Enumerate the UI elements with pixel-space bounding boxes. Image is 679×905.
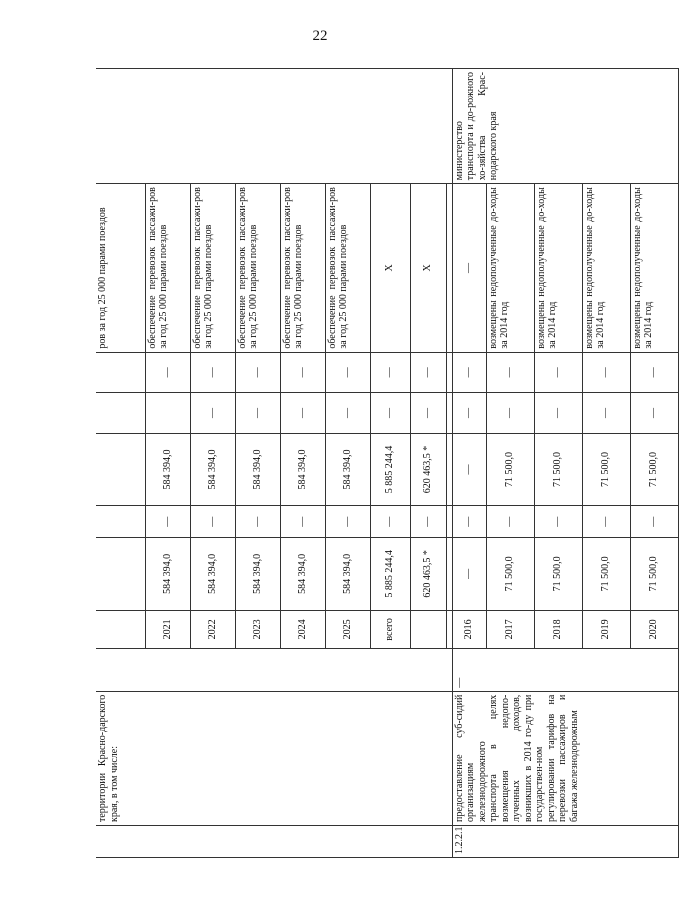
table-row (96, 69, 145, 858)
total-cell: 71 500,0 (582, 538, 630, 611)
value-cell: — (630, 352, 678, 393)
value-cell: — (452, 433, 486, 506)
executor-cell (96, 69, 452, 184)
value-cell: — (410, 393, 446, 434)
result-cell: ров за год 25 000 парами поездов (96, 184, 145, 352)
value-cell: — (190, 506, 235, 538)
total-cell: 584 394,0 (145, 538, 190, 611)
year-cell: 2019 (582, 610, 630, 648)
value-cell: — (630, 393, 678, 434)
result-cell: обеспечение перевозок пассажи-ров за год 25 000 парами поездов (145, 184, 190, 352)
item-number: 1.2.2.1 (452, 826, 678, 858)
year-cell: 2023 (235, 610, 280, 648)
value-cell: — (486, 352, 534, 393)
year-cell: 2022 (190, 610, 235, 648)
result-cell: обеспечение перевозок пассажи-ров за год 25 000 парами поездов (190, 184, 235, 352)
page-number: 22 (312, 28, 328, 44)
value-cell: — (235, 506, 280, 538)
value-cell: — (325, 506, 370, 538)
total-cell: — (452, 538, 486, 611)
value-cell: — (370, 352, 410, 393)
value-cell: — (325, 393, 370, 434)
value-cell: 620 463,5 * (410, 433, 446, 506)
total-cell: 5 885 244,4 (370, 538, 410, 611)
year-cell (410, 610, 446, 648)
year-cell: 2021 (145, 610, 190, 648)
value-cell: 584 394,0 (280, 433, 325, 506)
value-cell: — (145, 506, 190, 538)
value-cell: 584 394,0 (325, 433, 370, 506)
table-row (452, 69, 486, 858)
value-cell: 71 500,0 (534, 433, 582, 506)
result-cell: возмещены недополученные до-ходы за 2014 год (486, 184, 534, 352)
value-cell: — (534, 352, 582, 393)
value-cell: — (452, 393, 486, 434)
value-cell: — (145, 352, 190, 393)
value-cell: — (280, 352, 325, 393)
measure-label: территории Красно-дарского края, в том числе: (96, 691, 452, 825)
rotated-table-wrapper (96, 68, 660, 858)
total-cell: 71 500,0 (534, 538, 582, 611)
value-cell: — (370, 506, 410, 538)
total-cell: 584 394,0 (325, 538, 370, 611)
value-cell (145, 393, 190, 434)
value-cell: — (280, 393, 325, 434)
year-cell: 2018 (534, 610, 582, 648)
total-cell: 584 394,0 (235, 538, 280, 611)
value-cell: — (190, 352, 235, 393)
year-cell: 2020 (630, 610, 678, 648)
value-cell: 71 500,0 (630, 433, 678, 506)
result-cell: обеспечение перевозок пассажи-ров за год 25 000 парами поездов (235, 184, 280, 352)
result-cell: возмещены недополученные до-ходы за 2014 год (534, 184, 582, 352)
measure-label: предоставление суб-сидий организациям железнодорожного транспорта в целях возмещения недопо-лученных доходов, возникших в 2014 го-ду при государствен-ном регулировании тарифов на перевозки пассажиров и багажа железнодорожным (452, 691, 678, 825)
value-cell: — (235, 393, 280, 434)
program-table (96, 68, 679, 858)
value-cell: — (582, 393, 630, 434)
executor-cell: министерство транспорта и до-рожного хо-зяйства Крас-нодарского края (452, 69, 678, 184)
value-cell: — (534, 393, 582, 434)
value-cell: — (486, 393, 534, 434)
value-cell: 584 394,0 (145, 433, 190, 506)
result-cell: обеспечение перевозок пассажи-ров за год 25 000 парами поездов (280, 184, 325, 352)
value-cell: 5 885 244,4 (370, 433, 410, 506)
year-cell: 2017 (486, 610, 534, 648)
value-cell: 71 500,0 (486, 433, 534, 506)
value-cell: — (410, 506, 446, 538)
total-cell: 71 500,0 (486, 538, 534, 611)
value-cell: 71 500,0 (582, 433, 630, 506)
year-cell: 2016 (452, 610, 486, 648)
value-cell: — (582, 506, 630, 538)
value-cell: — (190, 393, 235, 434)
number-cell (96, 826, 452, 858)
year-cell: 2024 (280, 610, 325, 648)
value-cell: — (280, 506, 325, 538)
year-cell: 2025 (325, 610, 370, 648)
value-cell: — (452, 352, 486, 393)
result-cell: обеспечение перевозок пассажи-ров за год 25 000 парами поездов (325, 184, 370, 352)
value-cell: — (452, 506, 486, 538)
value-cell: 584 394,0 (190, 433, 235, 506)
result-cell: возмещены недополученные до-ходы за 2014 год (582, 184, 630, 352)
value-cell: — (370, 393, 410, 434)
value-cell: — (235, 352, 280, 393)
result-cell: — (452, 184, 486, 352)
value-cell: — (486, 506, 534, 538)
total-cell: 584 394,0 (280, 538, 325, 611)
result-cell: возмещены недополученные до-ходы за 2014 год (630, 184, 678, 352)
value-cell: — (582, 352, 630, 393)
status-cell: — (452, 649, 678, 692)
result-cell: Х (370, 184, 410, 352)
year-cell: всего (370, 610, 410, 648)
value-cell: — (534, 506, 582, 538)
total-cell: 71 500,0 (630, 538, 678, 611)
result-cell: Х (410, 184, 446, 352)
value-cell: — (325, 352, 370, 393)
value-cell: — (410, 352, 446, 393)
status-cell (96, 649, 452, 692)
total-cell: 584 394,0 (190, 538, 235, 611)
value-cell: 584 394,0 (235, 433, 280, 506)
total-cell: 620 463,5 * (410, 538, 446, 611)
value-cell: — (630, 506, 678, 538)
